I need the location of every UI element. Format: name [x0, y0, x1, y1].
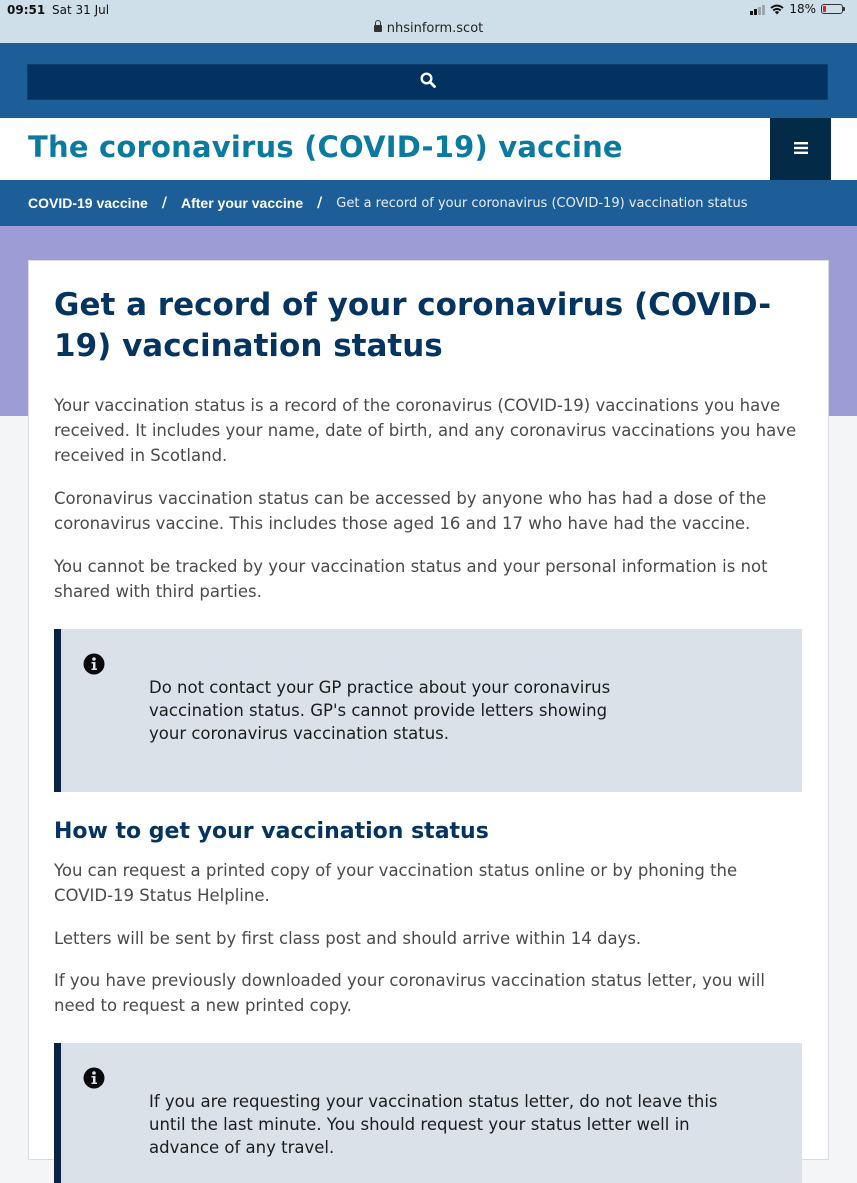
search-button[interactable]	[27, 64, 828, 100]
lock-icon	[374, 25, 382, 32]
battery-percent: 18%	[789, 2, 816, 16]
intro-paragraph-1: Your vaccination status is a record of the coronavirus (COVID-19) vaccinations you have received. It includes your name, date of birth, and any coronavirus vaccinations you have received in Scotland.	[54, 396, 797, 465]
section-paragraph-1: You can request a printed copy of your vaccination status online or by phoning the COVID-19 Status Helpline.	[54, 861, 738, 905]
content-card	[28, 260, 829, 1160]
callout-text: If you are requesting your vaccination status letter, do not leave this until the last minute. You should request your status letter well in advance of any travel.	[149, 1092, 718, 1157]
breadcrumb-current: Get a record of your coronavirus (COVID-19) vaccination status	[336, 195, 748, 211]
info-callout-timing	[54, 1043, 802, 1183]
callout-text: Do not contact your GP practice about your coronavirus vaccination status. GP's cannot provide letters showing your coronavirus vaccination status.	[149, 678, 611, 743]
intro-paragraph-3: You cannot be tracked by your vaccination status and your personal information is not shared with third parties.	[54, 557, 768, 601]
section-paragraph-2: Letters will be sent by first class post and should arrive within 14 days.	[54, 929, 642, 948]
intro-paragraph-2: Coronavirus vaccination status can be accessed by anyone who has had a dose of the coronavirus vaccine. This includes those aged 16 and 17 who have had the vaccine.	[54, 489, 767, 533]
hamburger-icon	[793, 140, 809, 159]
info-callout-gp	[54, 629, 802, 792]
menu-button[interactable]	[770, 118, 831, 180]
breadcrumb-link-covid-vaccine[interactable]: COVID-19 vaccine	[28, 195, 148, 211]
breadcrumb-link-after-vaccine[interactable]: After your vaccine	[180, 195, 304, 211]
section-heading: How to get your vaccination status	[54, 819, 489, 844]
section-paragraph-3: If you have previously downloaded your coronavirus vaccination status letter, you will need to request a new printed copy.	[54, 971, 765, 1015]
battery-icon	[821, 4, 843, 14]
breadcrumb-separator: /	[317, 195, 323, 211]
address-bar[interactable]	[0, 21, 857, 36]
breadcrumb-separator: /	[161, 195, 167, 211]
info-icon	[83, 653, 105, 675]
cellular-signal-icon	[750, 4, 765, 15]
site-header	[0, 118, 857, 180]
url-text: nhsinform.scot	[386, 21, 484, 36]
info-icon	[83, 1067, 105, 1089]
wifi-icon	[770, 4, 784, 15]
status-bar	[0, 0, 857, 43]
page-title: Get a record of your coronavirus (COVID-19) vaccination status	[54, 287, 772, 364]
status-indicators	[750, 2, 843, 16]
breadcrumb	[0, 180, 857, 226]
status-date: Sat 31 Jul	[52, 3, 110, 17]
status-time: 09:51	[7, 3, 46, 17]
search-band	[0, 43, 857, 118]
search-icon	[420, 72, 436, 92]
site-title[interactable]: The coronavirus (COVID-19) vaccine	[28, 130, 623, 164]
